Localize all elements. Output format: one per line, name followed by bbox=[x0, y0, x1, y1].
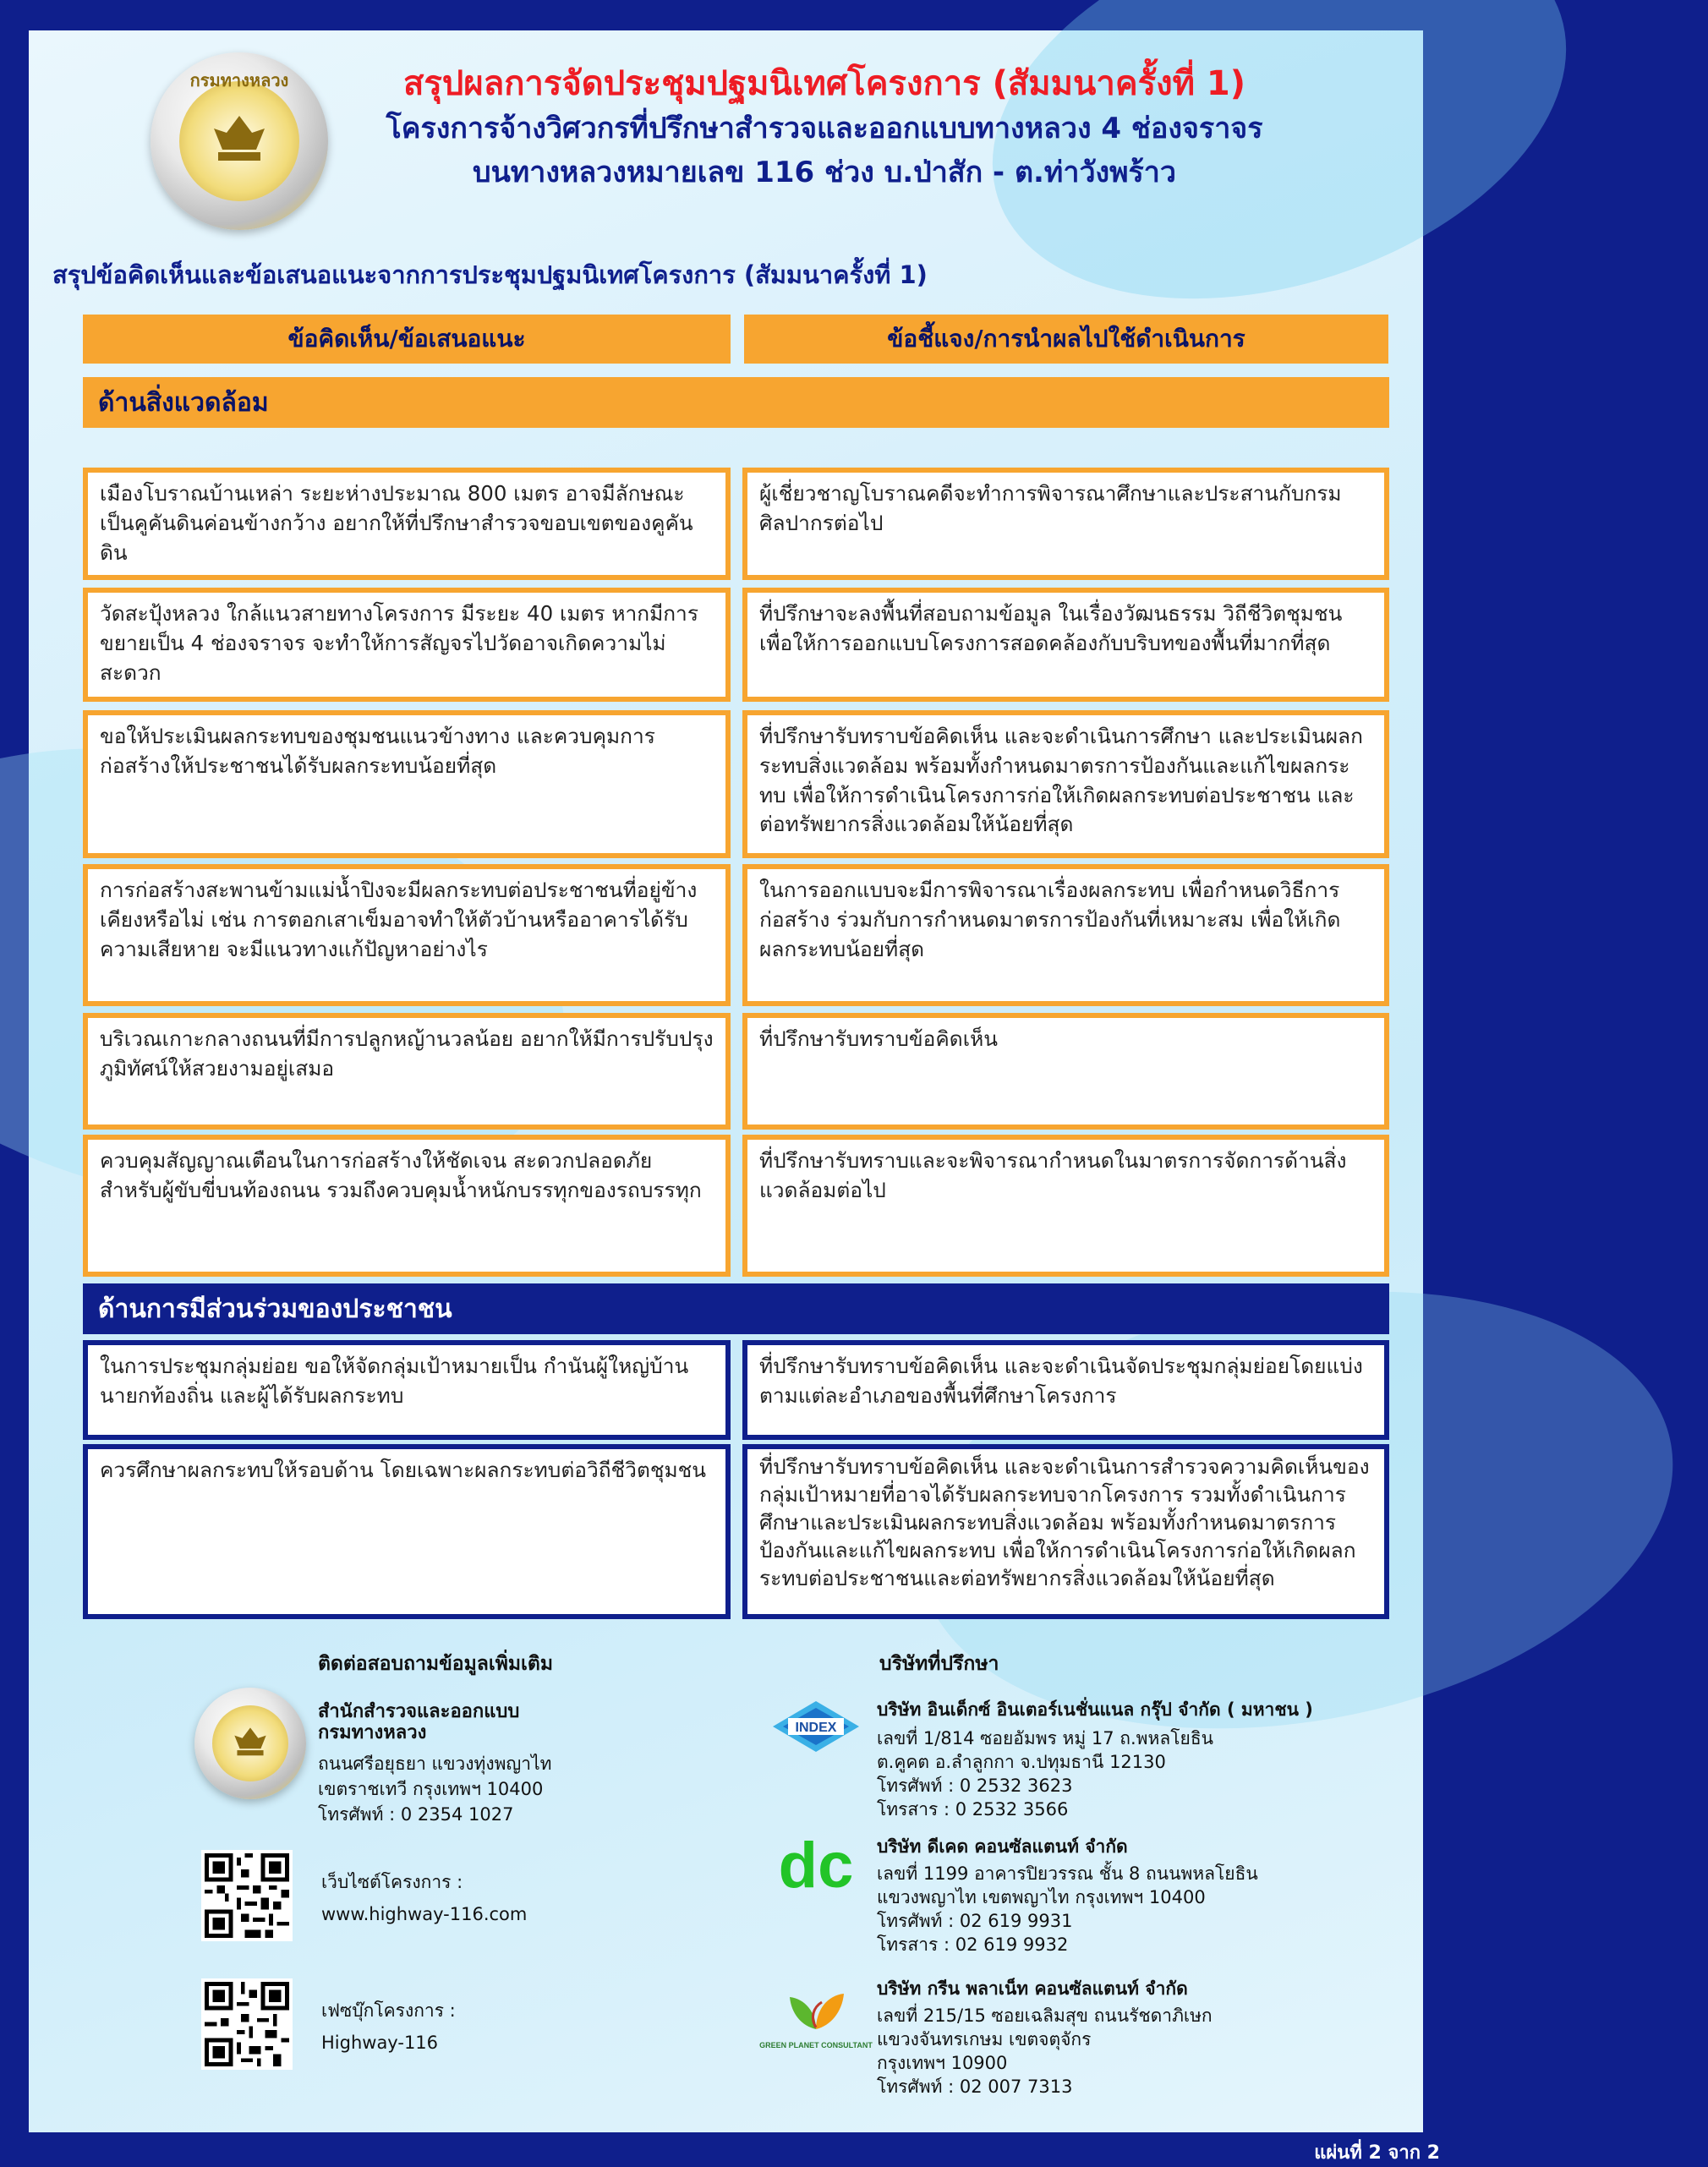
facebook-link[interactable]: Highway-116 bbox=[321, 2033, 439, 2053]
facebook-label: เฟซบุ๊กโครงการ : bbox=[321, 2000, 456, 2021]
contact-phone: โทรศัพท์ : 0 2354 1027 bbox=[318, 1804, 514, 1825]
company-address-1: เลขที่ 1/814 ซอยอัมพร หมู่ 17 ถ.พหลโยธิน bbox=[877, 1728, 1213, 1748]
company-address-3: กรุงเทพฯ 10900 bbox=[877, 2053, 1008, 2073]
company-name: บริษัท กรีน พลาเน็ท คอนซัลแตนท์ จำกัด bbox=[877, 1978, 1188, 1999]
response-cell: ที่ปรึกษารับทราบข้อคิดเห็น bbox=[742, 1013, 1389, 1130]
contact-address-1: ถนนศรีอยุธยา แขวงทุ่งพญาไท bbox=[318, 1754, 552, 1774]
website-link[interactable]: www.highway-116.com bbox=[321, 1904, 528, 1924]
response-cell: ผู้เชี่ยวชาญโบราณคดีจะทำการพิจารณาศึกษาและประสานกับกรมศิลปากรต่อไป bbox=[742, 468, 1389, 580]
company-phone: โทรศัพท์ : 02 619 9931 bbox=[877, 1911, 1073, 1931]
comment-cell: การก่อสร้างสะพานข้ามแม่น้ำปิงจะมีผลกระทบต่อประชาชนที่อยู่ข้างเคียงหรือไม่ เช่น การตอกเสาเข็มอาจทำให้ตัวบ้านหรืออาคารได้รับความเสียหาย จะมีแนวทางแก้ปัญหาอย่างไร bbox=[83, 864, 731, 1006]
company-address-2: ต.คูคต อ.ลำลูกกา จ.ปทุมธานี 12130 bbox=[877, 1752, 1166, 1772]
comment-cell: ในการประชุมกลุ่มย่อย ขอให้จัดกลุ่มเป้าหมายเป็น กำนันผู้ใหญ่บ้าน นายกท้องถิ่น และผู้ได้รับผลกระทบ bbox=[83, 1340, 731, 1440]
company-address-1: เลขที่ 1199 อาคารปิยวรรณ ชั้น 8 ถนนพหลโยธิน bbox=[877, 1863, 1258, 1884]
response-cell: ที่ปรึกษารับทราบข้อคิดเห็น และจะดำเนินจัดประชุมกลุ่มย่อยโดยแบ่งตามแต่ละอำเภอของพื้นที่ศึกษาโครงการ bbox=[742, 1340, 1389, 1440]
company-name: บริษัท ดีเคด คอนซัลแตนท์ จำกัด bbox=[877, 1836, 1128, 1857]
response-cell: ที่ปรึกษารับทราบข้อคิดเห็น และจะดำเนินการศึกษา และประเมินผลกระทบสิ่งแวดล้อม พร้อมทั้งกำหนดมาตรการป้องกันและแก้ไขผลกระทบ เพื่อให้การดำเนินโครงการก่อให้เกิดผลกระทบต่อประชาชน และต่อทรัพยากรสิ่งแวดล้อมให้น้อยที่สุด bbox=[742, 710, 1389, 858]
comment-cell: ควบคุมสัญญาณเตือนในการก่อสร้างให้ชัดเจน สะดวกปลอดภัยสำหรับผู้ขับขี่บนท้องถนน รวมถึงควบคุมน้ำหนักบรรทุกของรถบรรทุก bbox=[83, 1135, 731, 1277]
doh-emblem-icon bbox=[179, 81, 300, 202]
project-title: โครงการจ้างวิศวกรที่ปรึกษาสำรวจและออกแบบทางหลวง 4 ช่องจราจร bbox=[386, 112, 1263, 145]
company-fax: โทรสาร : 02 619 9932 bbox=[877, 1934, 1069, 1955]
doh-logo-small bbox=[194, 1688, 306, 1799]
column-header-responses: ข้อชี้แจง/การนำผลไปใช้ดำเนินการ bbox=[744, 315, 1388, 364]
response-cell: ที่ปรึกษาจะลงพื้นที่สอบถามข้อมูล ในเรื่องวัฒนธรรม วิถีชีวิตชุมชน เพื่อให้การออกแบบโครงการสอดคล้องกับบริบทของพื้นที่มากที่สุด bbox=[742, 588, 1389, 702]
column-header-comments: ข้อคิดเห็น/ข้อเสนอแนะ bbox=[83, 315, 731, 364]
company-fax: โทรสาร : 0 2532 3566 bbox=[877, 1799, 1069, 1820]
decade-logo bbox=[769, 1830, 862, 1902]
response-cell: ในการออกแบบจะมีการพิจารณาเรื่องผลกระทบ เพื่อกำหนดวิธีการก่อสร้าง ร่วมกับการกำหนดมาตรการป้องกันที่เหมาะสม เพื่อให้เกิดผลกระทบน้อยที่สุด bbox=[742, 864, 1389, 1006]
comment-cell: ควรศึกษาผลกระทบให้รอบด้าน โดยเฉพาะผลกระทบต่อวิถีชีวิตชุมชน bbox=[83, 1444, 731, 1619]
decade-logo-text: dc bbox=[778, 1830, 854, 1902]
index-logo bbox=[771, 1699, 861, 1754]
contact-address-2: เขตราชเทวี กรุงเทพฯ 10400 bbox=[318, 1779, 544, 1799]
company-phone: โทรศัพท์ : 02 007 7313 bbox=[877, 2077, 1073, 2097]
page-title: สรุปผลการจัดประชุมปฐมนิเทศโครงการ (สัมมนาครั้งที่ 1) bbox=[402, 64, 1246, 103]
consultants-title: บริษัทที่ปรึกษา bbox=[879, 1653, 999, 1675]
sheet-number: แผ่นที่ 2 จาก 2 bbox=[1314, 2142, 1440, 2164]
doh-emblem-icon bbox=[212, 1705, 288, 1781]
company-name: บริษัท อินเด็กซ์ อินเตอร์เนชั่นแนล กรุ๊ป จำกัด ( มหาชน ) bbox=[877, 1699, 1313, 1720]
contact-title: ติดต่อสอบถามข้อมูลเพิ่มเติม bbox=[318, 1653, 554, 1675]
comment-cell: เมืองโบราณบ้านเหล่า ระยะห่างประมาณ 800 เมตร อาจมีลักษณะเป็นคูคันดินค่อนข้างกว้าง อยากให้ที่ปรึกษาสำรวจขอบเขตของคูคันดิน bbox=[83, 468, 731, 580]
response-cell: ที่ปรึกษารับทราบข้อคิดเห็น และจะดำเนินการสำรวจความคิดเห็นของกลุ่มเป้าหมายที่อาจได้รับผลกระทบจากโครงการ รวมทั้งดำเนินการศึกษาและประเมินผลกระทบสิ่งแวดล้อม พร้อมทั้งกำหนดมาตรการป้องกันและแก้ไขผลกระทบ เพื่อให้การดำเนินโครงการก่อให้เกิดผลกระทบต่อประชาชนและต่อทรัพยากรสิ่งแวดล้อมให้น้อยที่สุด bbox=[742, 1444, 1389, 1619]
facebook-qr-code[interactable] bbox=[201, 1978, 293, 2070]
index-logo-text: INDEX bbox=[795, 1721, 837, 1735]
company-address-2: แขวงจันทรเกษม เขตจตุจักร bbox=[877, 2029, 1092, 2049]
company-phone: โทรศัพท์ : 0 2532 3623 bbox=[877, 1776, 1073, 1796]
summary-title: สรุปข้อคิดเห็นและข้อเสนอแนะจากการประชุมปฐมนิเทศโครงการ (สัมมนาครั้งที่ 1) bbox=[52, 260, 928, 289]
green-planet-logo-text: GREEN PLANET CONSULTANT bbox=[759, 2041, 873, 2049]
comment-cell: ขอให้ประเมินผลกระทบของชุมชนแนวข้างทาง และควบคุมการก่อสร้างให้ประชาชนได้รับผลกระทบน้อยที่สุด bbox=[83, 710, 731, 858]
section-environment: ด้านสิ่งแวดล้อม bbox=[83, 377, 1389, 428]
website-qr-code[interactable] bbox=[201, 1850, 293, 1941]
comment-cell: บริเวณเกาะกลางถนนที่มีการปลูกหญ้านวลน้อย อยากให้มีการปรับปรุงภูมิทัศน์ให้สวยงามอยู่เสมอ bbox=[83, 1013, 731, 1130]
project-subtitle: บนทางหลวงหมายเลข 116 ช่วง บ.ป่าสัก - ต.ท่าวังพร้าว bbox=[472, 156, 1176, 189]
comment-cell: วัดสะปุ้งหลวง ใกล้แนวสายทางโครงการ มีระยะ 40 เมตร หากมีการขยายเป็น 4 ช่องจราจร จะทำให้การสัญจรไปวัดอาจเกิดความไม่สะดวก bbox=[83, 588, 731, 702]
contact-org: สำนักสำรวจและออกแบบ กรมทางหลวง bbox=[318, 1701, 520, 1744]
website-label: เว็บไซต์โครงการ : bbox=[321, 1872, 463, 1892]
response-cell: ที่ปรึกษารับทราบและจะพิจารณากำหนดในมาตรการจัดการด้านสิ่งแวดล้อมต่อไป bbox=[742, 1135, 1389, 1277]
company-address-2: แขวงพญาไท เขตพญาไท กรุงเทพฯ 10400 bbox=[877, 1887, 1206, 1907]
doh-logo: กรมทางหลวง bbox=[151, 52, 328, 230]
green-planet-logo bbox=[759, 1978, 873, 2068]
company-address-1: เลขที่ 215/15 ซอยเฉลิมสุข ถนนรัชดาภิเษก bbox=[877, 2006, 1213, 2026]
section-participation: ด้านการมีส่วนร่วมของประชาชน bbox=[83, 1283, 1389, 1334]
